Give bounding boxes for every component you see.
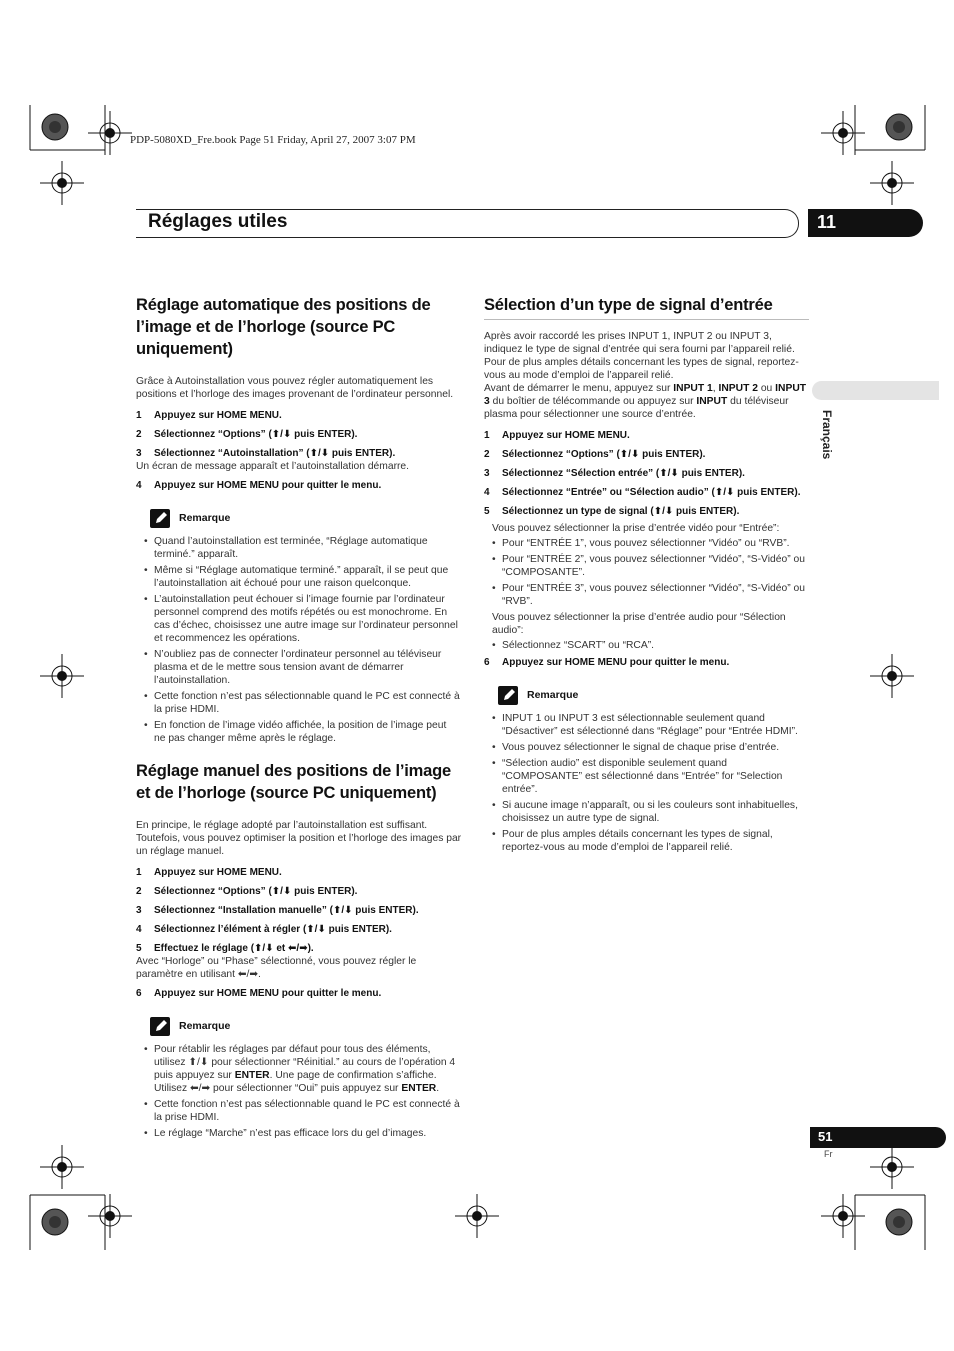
section-intro: Après avoir raccordé les prises INPUT 1, INPUT 2 ou INPUT 3, indiquez le type de signal d’entrée qui sera fourni par l’appareil relié. Pour de plus amples détails concernant les types de signal, reportez-vous au mode d’emploi de l’appareil relié.	[484, 331, 799, 381]
list-item: • Quand l’autoinstallation est terminée, “Réglage automatique terminé.” apparaît.	[144, 535, 460, 561]
list-item: • Même si “Réglage automatique terminé.” apparaît, il se peut que l’autoinstallation ait échoué pour une raison quelconque.	[144, 564, 460, 590]
list-item: • Pour “ENTRÉE 2”, vous pouvez sélectionner “Vidéo”, “S-Vidéo” ou “COMPOSANTE”.	[492, 553, 809, 579]
list-item: • “Sélection audio” est disponible seulement quand “COMPOSANTE” est sélectionné dans “Entrée” for “Selection entrée”.	[492, 757, 808, 796]
section-intro-2: Avant de démarrer le menu, appuyez sur INPUT 1, INPUT 2 ou INPUT 3 du boîtier de télécommande ou appuyez sur INPUT du téléviseur plasma pour sélectionner une source d’entrée.	[484, 383, 807, 420]
up-down-arrows-icon: ⬆/⬇	[714, 487, 735, 498]
language-tab	[812, 381, 939, 400]
video-list	[492, 537, 809, 608]
step-item: 1 Appuyez sur HOME MENU.	[136, 410, 282, 421]
list-item: • En fonction de l’image vidéo affichée, la position de l’image peut ne pas changer même après le réglage.	[144, 719, 460, 745]
list-item: • Cette fonction n’est pas sélectionnable quand le PC est connecté à la prise HDMI.	[144, 690, 460, 716]
step-description: Un écran de message apparaît et l’autoinstallation démarre.	[136, 461, 410, 472]
step-item: 4 Appuyez sur HOME MENU pour quitter le menu.	[136, 480, 382, 491]
list-item: • Pour “ENTRÉE 3”, vous pouvez sélectionner “Vidéo”, “S-Vidéo” ou “RVB”.	[492, 582, 809, 608]
up-down-arrows-icon: ⬆/⬇	[306, 924, 326, 935]
left-right-arrows-icon: ⬅/➡	[237, 969, 259, 980]
section-intro: Grâce à Autoinstallation vous pouvez régler automatiquement les positions et l’horloge des images provenant de l’ordinateur personnel.	[136, 376, 454, 400]
audio-list	[492, 639, 809, 652]
page-number-tab	[810, 1127, 946, 1148]
up-down-arrows-icon: ⬆/⬇	[619, 449, 640, 460]
step-item: 6 Appuyez sur HOME MENU pour quitter le menu.	[484, 657, 730, 668]
step-item: 5 Effectuez le réglage (⬆/⬇ et ⬅/➡).	[136, 943, 314, 954]
note-heading: Remarque	[150, 1017, 462, 1036]
step-item: 1 Appuyez sur HOME MENU.	[484, 430, 630, 441]
list-item: • Pour de plus amples détails concernant les types de signal, reportez-vous au mode d’emploi de l’appareil relié.	[492, 828, 808, 854]
section-title-auto: Réglage automatique des positions de l’image et de l’horloge (source PC uniquement)	[136, 296, 431, 358]
right-column	[484, 294, 809, 857]
pencil-note-icon	[150, 509, 170, 528]
step-item: 3 Sélectionnez “Autoinstallation” (⬆/⬇ puis ENTER).	[136, 448, 396, 459]
section-title-manual: Réglage manuel des positions de l’image et de l’horloge (source PC uniquement)	[136, 762, 451, 802]
step-item: 4 Sélectionnez l’élément à régler (⬆/⬇ puis ENTER).	[136, 924, 392, 935]
step-item: 5 Sélectionnez un type de signal (⬆/⬇ puis ENTER).	[484, 506, 740, 517]
step-item: 3 Sélectionnez “Installation manuelle” (⬆/⬇ puis ENTER).	[136, 905, 419, 916]
step-item: 2 Sélectionnez “Options” (⬆/⬇ puis ENTER).	[136, 886, 358, 897]
section-title-signal: Sélection d’un type de signal d’entrée	[484, 294, 809, 320]
list-item: • Pour “ENTRÉE 1”, vous pouvez sélectionner “Vidéo” ou “RVB”.	[492, 537, 809, 550]
note-heading: Remarque	[150, 509, 462, 528]
note-heading: Remarque	[498, 686, 809, 705]
step-item: 2 Sélectionnez “Options” (⬆/⬇ puis ENTER).	[484, 449, 706, 460]
audio-intro: Vous pouvez sélectionner la prise d’entrée audio pour “Sélection audio”:	[492, 612, 786, 636]
language-label: Français	[820, 410, 834, 460]
section-intro: En principe, le réglage adopté par l’autoinstallation est suffisant. Toutefois, vous pouvez optimiser la position et l’horloge des images par un réglage manuel.	[136, 820, 462, 857]
list-item: • Pour rétablir les réglages par défaut pour tous des éléments, utilisez ⬆/⬇ pour sélectionner “Réinitial.” au cours de l’opération 4 puis appuyez sur ENTER. Une page de confirmation s’affiche. Utilisez ⬅/➡ pour sélectionner “Oui” puis appuyez sur ENTER.	[144, 1043, 460, 1095]
up-down-arrows-icon: ⬆/⬇	[332, 905, 353, 916]
step-item: 3 Sélectionnez “Sélection entrée” (⬆/⬇ puis ENTER).	[484, 468, 745, 479]
chapter-title: Réglages utiles	[148, 211, 288, 232]
step-description: Avec “Horloge” ou “Phase” sélectionné, vous pouvez régler le paramètre en utilisant ⬅/➡.	[136, 956, 417, 980]
pencil-note-icon	[150, 1017, 170, 1036]
language-label-box	[818, 410, 838, 470]
left-column	[136, 294, 462, 1143]
list-item: • Cette fonction n’est pas sélectionnable quand le PC est connecté à la prise HDMI.	[144, 1098, 460, 1124]
list-item: • N’oubliez pas de connecter l’ordinateur personnel au téléviseur plasma et de le mettre sous tension avant de démarrer l’autoinstallation.	[144, 648, 460, 687]
up-down-arrows-icon: ⬆/⬇	[271, 886, 292, 897]
up-down-arrows-icon: ⬆/⬇	[188, 1057, 209, 1068]
pencil-note-icon	[498, 686, 518, 705]
up-down-arrows-icon: ⬆/⬇	[659, 468, 679, 479]
step-item: 1 Appuyez sur HOME MENU.	[136, 867, 282, 878]
list-item: • Le réglage “Marche” n’est pas efficace lors du gel d’images.	[144, 1127, 460, 1140]
list-item: • INPUT 1 ou INPUT 3 est sélectionnable seulement quand “Désactiver” est sélectionné dans “Réglage” pour “Entrée HDMI”.	[492, 712, 808, 738]
list-item: • Vous pouvez sélectionner le signal de chaque prise d’entrée.	[492, 741, 808, 754]
up-down-arrows-icon: ⬆/⬇	[653, 506, 674, 517]
chapter-number-tab	[808, 209, 923, 237]
video-intro: Vous pouvez sélectionner la prise d’entrée vidéo pour “Entrée”:	[492, 523, 780, 534]
chapter-number: 11	[817, 212, 837, 232]
note-list	[144, 535, 460, 745]
chapter-header-bar	[136, 209, 799, 238]
up-down-arrows-icon: ⬆/⬇	[309, 448, 330, 459]
step5-details	[492, 522, 809, 652]
page-language-code: Fr	[824, 1149, 833, 1159]
page-number: 51	[818, 1129, 833, 1144]
book-info-line: PDP-5080XD_Fre.book Page 51 Friday, April 27, 2007 3:07 PM	[130, 134, 416, 146]
list-item: • Si aucune image n’apparaît, ou si les couleurs sont inhabituelles, choisissez un autre type de signal.	[492, 799, 808, 825]
note-list	[492, 712, 808, 854]
list-item: • L’autoinstallation peut échouer si l’image fournie par l’ordinateur personnel comprend des motifs répétés ou est monochrome. En cas d’échec, choisissez une autre image sur l’ordinateur personnel et recommencez les opérations.	[144, 593, 460, 645]
step-item: 2 Sélectionnez “Options” (⬆/⬇ puis ENTER).	[136, 429, 358, 440]
up-down-arrows-icon: ⬆/⬇	[271, 429, 292, 440]
list-item: • Sélectionnez “SCART” ou “RCA”.	[492, 639, 809, 652]
up-down-arrows-icon: ⬆/⬇	[254, 943, 274, 954]
left-right-arrows-icon: ⬅/➡	[190, 1083, 211, 1094]
note-list	[144, 1043, 460, 1140]
step-item: 4 Sélectionnez “Entrée” ou “Sélection audio” (⬆/⬇ puis ENTER).	[484, 487, 801, 498]
left-right-arrows-icon: ⬅/➡	[288, 943, 308, 954]
step-item: 6 Appuyez sur HOME MENU pour quitter le menu.	[136, 988, 382, 999]
